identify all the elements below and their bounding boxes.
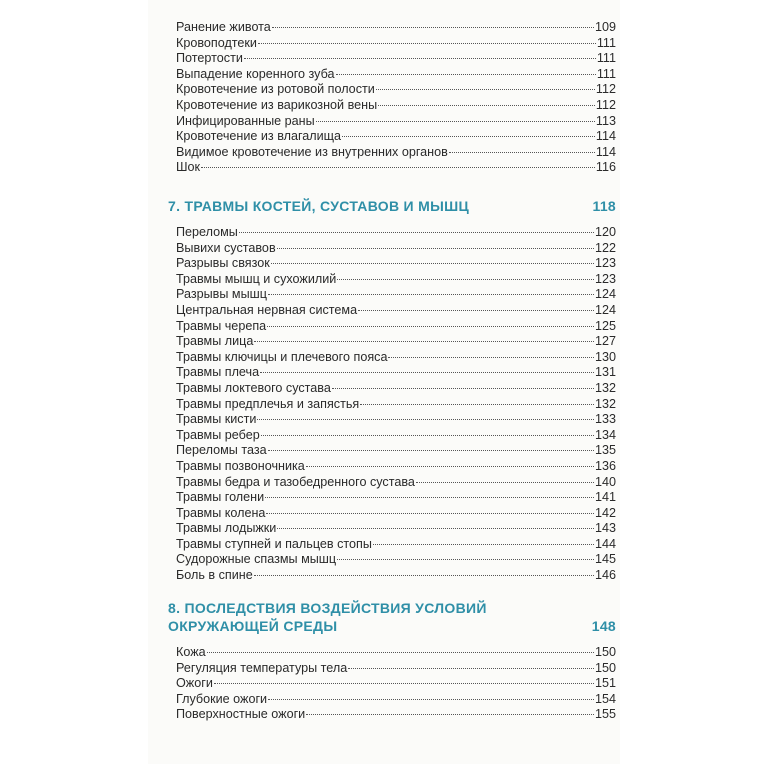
toc-entry-page: 111	[596, 51, 616, 66]
toc-entry-title: Кровотечение из ротовой полости	[176, 82, 375, 97]
dot-leader	[261, 435, 594, 436]
toc-entry-title: Глубокие ожоги	[176, 691, 268, 706]
dot-leader	[342, 136, 595, 137]
toc-entry[interactable]	[176, 241, 616, 257]
toc-entry-page: 150	[594, 660, 616, 675]
toc-entry[interactable]	[176, 98, 616, 114]
toc-entry[interactable]	[176, 397, 616, 413]
toc-entry[interactable]	[176, 443, 616, 459]
dot-leader	[332, 388, 594, 389]
toc-entry[interactable]	[176, 67, 616, 83]
dot-leader	[239, 232, 594, 233]
toc-entry-title: Шок	[176, 160, 201, 175]
toc-entry-title: Боль в спине	[176, 568, 253, 583]
toc-entry-page: 124	[594, 302, 616, 317]
dot-leader	[416, 482, 594, 483]
dot-leader	[449, 152, 595, 153]
toc-entry-title: Травмы мышц и сухожилий	[176, 271, 337, 286]
toc-entry-title: Поверхностные ожоги	[176, 707, 306, 722]
toc-entry-page: 140	[594, 474, 616, 489]
toc-entry[interactable]	[176, 256, 616, 272]
dot-leader	[360, 404, 594, 405]
toc-entry-title: Травмы лодыжки	[176, 521, 277, 536]
toc-entry[interactable]	[176, 381, 616, 397]
toc-entry-page: 113	[595, 113, 616, 128]
dot-leader	[244, 58, 596, 59]
chapter-8-title-line1: 8. ПОСЛЕДСТВИЯ ВОЗДЕЙСТВИЯ УСЛОВИЙ	[168, 600, 487, 616]
dot-leader	[316, 121, 595, 122]
toc-entry-title: Кожа	[176, 645, 206, 659]
toc-entry[interactable]	[176, 459, 616, 475]
dot-leader	[388, 357, 594, 358]
toc-entry-page: 145	[594, 552, 616, 567]
toc-entry-page: 136	[594, 458, 616, 473]
toc-entry-title: Разрывы мышц	[176, 287, 267, 302]
toc-entry[interactable]	[176, 692, 616, 708]
toc-entry-page: 111	[596, 66, 616, 81]
toc-entry-page: 112	[595, 97, 616, 112]
toc-entry-page: 141	[594, 490, 616, 505]
dot-leader	[260, 372, 594, 373]
toc-entry[interactable]	[176, 412, 616, 428]
chapter-8-title	[168, 599, 548, 635]
toc-entry[interactable]	[176, 707, 616, 723]
dot-leader	[214, 683, 594, 684]
toc-entry-title: Травмы кисти	[176, 412, 257, 427]
toc-entry[interactable]	[176, 475, 616, 491]
dot-leader	[254, 341, 594, 342]
toc-entry-title: Травмы плеча	[176, 365, 260, 380]
toc-entry-title: Травмы локтевого сустава	[176, 380, 331, 395]
toc-entry-page: 134	[594, 427, 616, 442]
toc-entry-page: 125	[594, 318, 616, 333]
toc-entry[interactable]	[176, 82, 616, 98]
toc-entry-title: Выпадение коренного зуба	[176, 66, 335, 81]
toc-entry-page: 133	[594, 412, 616, 427]
toc-entry[interactable]	[176, 303, 616, 319]
toc-entry-page: 116	[595, 160, 616, 175]
toc-entry-page: 135	[594, 443, 616, 458]
toc-entry-page: 143	[594, 521, 616, 536]
toc-entry[interactable]	[176, 537, 616, 553]
dot-leader	[254, 575, 594, 576]
dot-leader	[376, 89, 595, 90]
toc-entry-page: 124	[594, 287, 616, 302]
toc-entry[interactable]	[176, 661, 616, 677]
toc-entry-page: 154	[594, 691, 616, 706]
toc-entry-page: 150	[594, 645, 616, 659]
toc-entry[interactable]	[176, 145, 616, 161]
dot-leader	[348, 668, 594, 669]
toc-entry-page: 122	[594, 240, 616, 255]
toc-entry-title: Травмы ребер	[176, 427, 260, 442]
toc-entry-title: Кровотечение из варикозной вены	[176, 97, 378, 112]
toc-entry-page: 120	[594, 225, 616, 239]
toc-entry-page: 123	[594, 271, 616, 286]
toc-entry-title: Центральная нервная система	[176, 302, 358, 317]
toc-entry[interactable]	[176, 521, 616, 537]
toc-section-6-entries	[176, 20, 616, 176]
toc-entry-page: 142	[594, 505, 616, 520]
toc-entry-page: 146	[594, 568, 616, 583]
dot-leader	[272, 27, 594, 28]
toc-entry-page: 112	[595, 82, 616, 97]
toc-entry[interactable]	[176, 506, 616, 522]
toc-entry-title: Судорожные спазмы мышц	[176, 552, 337, 567]
toc-entry[interactable]	[176, 365, 616, 381]
toc-entry-title: Кровотечение из влагалища	[176, 129, 342, 144]
toc-entry-page: 130	[594, 349, 616, 364]
dot-leader	[373, 544, 594, 545]
toc-entry-title: Травмы ступней и пальцев стопы	[176, 536, 372, 551]
toc-entry-page: 114	[595, 144, 616, 159]
dot-leader	[201, 167, 595, 168]
dot-leader	[277, 248, 594, 249]
chapter-8-title-line2: ОКРУЖАЮЩЕЙ СРЕДЫ	[168, 618, 338, 634]
dot-leader	[306, 714, 594, 715]
toc-entry[interactable]	[176, 645, 616, 661]
toc-entry[interactable]	[176, 428, 616, 444]
toc-entry-page: 132	[594, 396, 616, 411]
dot-leader	[268, 450, 594, 451]
chapter-7-page: 118	[592, 198, 616, 214]
dot-leader	[268, 294, 594, 295]
dot-leader	[378, 105, 595, 106]
chapter-7-title: 7. ТРАВМЫ КОСТЕЙ, СУСТАВОВ И МЫШЦ	[168, 198, 469, 214]
dot-leader	[277, 528, 594, 529]
toc-entry-title: Ранение живота	[176, 20, 271, 34]
toc-entry[interactable]	[176, 129, 616, 145]
dot-leader	[258, 43, 596, 44]
toc-entry-title: Кровоподтеки	[176, 35, 257, 50]
toc-entry[interactable]	[176, 36, 616, 52]
toc-entry[interactable]	[176, 334, 616, 350]
toc-entry-title: Травмы голени	[176, 490, 265, 505]
toc-chapter-8-entries	[176, 645, 616, 723]
toc-entry-page: 144	[594, 536, 616, 551]
toc-entry-title: Травмы ключицы и плечевого пояса	[176, 349, 388, 364]
toc-entry[interactable]	[176, 676, 616, 692]
dot-leader	[336, 74, 596, 75]
toc-entry[interactable]	[176, 114, 616, 130]
dot-leader	[266, 513, 594, 514]
toc-entry-title: Травмы черепа	[176, 318, 267, 333]
toc-entry-page: 132	[594, 380, 616, 395]
toc-entry-page: 111	[596, 35, 616, 50]
toc-entry-page: 109	[594, 20, 616, 34]
toc-entry[interactable]	[176, 319, 616, 335]
toc-entry-page: 155	[594, 707, 616, 722]
toc-entry-title: Переломы	[176, 225, 238, 239]
toc-entry[interactable]	[176, 160, 616, 176]
toc-entry-title: Травмы предплечья и запястья	[176, 396, 360, 411]
toc-entry-title: Инфицированные раны	[176, 113, 315, 128]
toc-entry-title: Травмы лица	[176, 334, 254, 349]
dot-leader	[337, 559, 594, 560]
chapter-8-page: 148	[591, 618, 616, 634]
toc-entry-page: 151	[594, 676, 616, 691]
toc-entry-title: Травмы колена	[176, 505, 266, 520]
toc-entry[interactable]	[176, 20, 616, 36]
toc-entry-title: Видимое кровотечение из внутренних органов	[176, 144, 448, 159]
toc-entry-title: Травмы бедра и тазобедренного сустава	[176, 474, 415, 489]
dot-leader	[358, 310, 594, 311]
toc-entry[interactable]	[176, 568, 616, 584]
toc-entry-title: Потертости	[176, 51, 243, 66]
toc-entry[interactable]	[176, 287, 616, 303]
dot-leader	[337, 279, 594, 280]
toc-entry-page: 123	[594, 256, 616, 271]
toc-entry[interactable]	[176, 552, 616, 568]
toc-entry-page: 114	[595, 129, 616, 144]
dot-leader	[271, 263, 594, 264]
toc-chapter-7-entries	[176, 225, 616, 584]
dot-leader	[207, 652, 594, 653]
toc-entry[interactable]	[176, 225, 616, 241]
toc-entry[interactable]	[176, 51, 616, 67]
toc-entry-title: Разрывы связок	[176, 256, 270, 271]
toc-entry-title: Ожоги	[176, 676, 213, 691]
toc-entry[interactable]	[176, 272, 616, 288]
dot-leader	[267, 326, 594, 327]
dot-leader	[306, 466, 594, 467]
toc-entry-page: 127	[594, 334, 616, 349]
dot-leader	[257, 419, 594, 420]
toc-entry-title: Вывихи суставов	[176, 240, 276, 255]
toc-entry[interactable]	[176, 490, 616, 506]
toc-entry-page: 131	[594, 365, 616, 380]
dot-leader	[265, 497, 594, 498]
dot-leader	[268, 699, 594, 700]
toc-entry-title: Регуляция температуры тела	[176, 660, 348, 675]
toc-entry-title: Травмы позвоночника	[176, 458, 305, 473]
toc-entry[interactable]	[176, 350, 616, 366]
toc-entry-title: Переломы таза	[176, 443, 267, 458]
